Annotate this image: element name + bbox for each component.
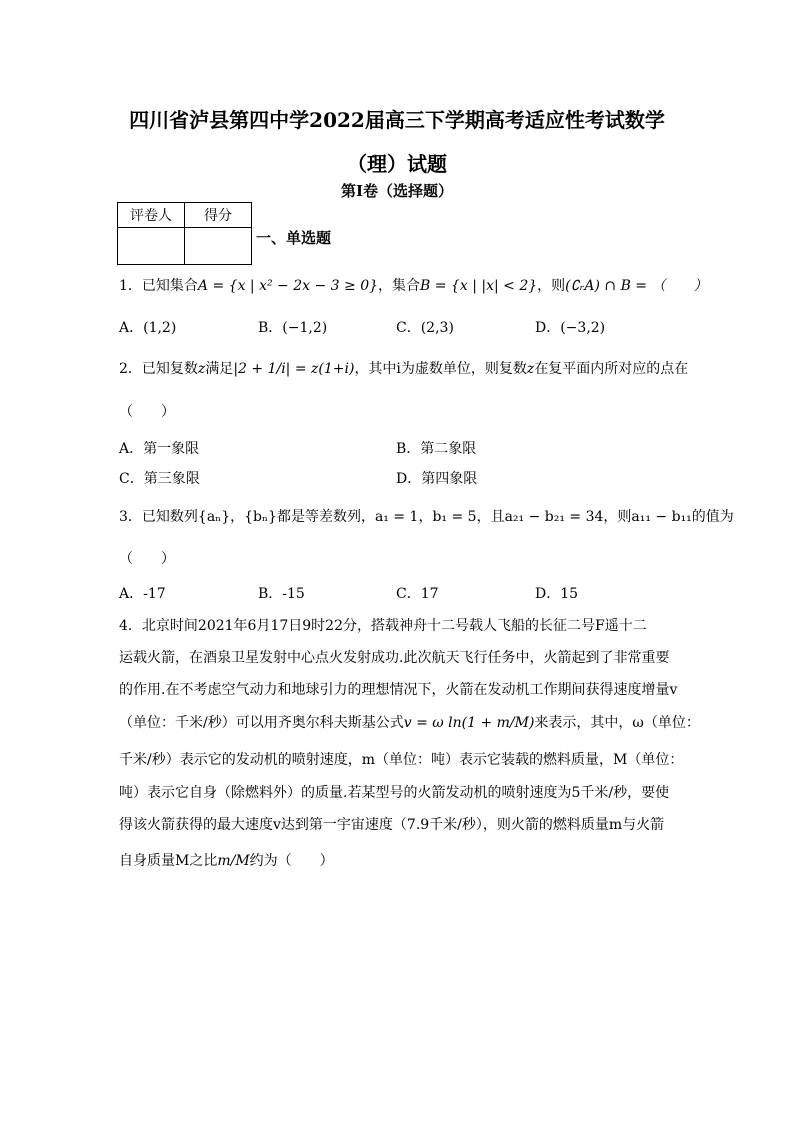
q2-answer-paren: （ ） xyxy=(119,404,175,420)
q4-line-8 xyxy=(119,851,334,871)
q1-option-c: C．(2,3) xyxy=(396,320,454,336)
q2-var-z2: z xyxy=(526,361,535,377)
score-cell xyxy=(185,228,252,265)
volume-heading: 第I卷（选择题） xyxy=(340,182,454,200)
question-2 xyxy=(119,359,688,379)
q4-formula: v = ω ln(1 + m/M) xyxy=(403,715,535,731)
q1-text-1: 1．已知集合 xyxy=(119,278,198,294)
q2-text-2: 满足 xyxy=(205,361,234,377)
exam-title-line1: 四川省泸县第四中学2022届高三下学期高考适应性考试数学 xyxy=(129,108,665,132)
q1-text-2: ，集合 xyxy=(378,278,421,294)
q2-equation: |2 + 1/i| = z(1+i) xyxy=(233,361,355,377)
q1-set-a: A = {x | x² − 2x − 3 ≥ 0} xyxy=(197,278,379,294)
q1-text-3: ，则 xyxy=(537,278,566,294)
q4-line-4 xyxy=(119,713,700,733)
exam-title-line2: （理）试题 xyxy=(347,152,447,176)
q2-var-z: z xyxy=(197,361,206,377)
q2-option-d: D．第四象限 xyxy=(396,471,478,487)
q4-line-6: 吨）表示它自身（除燃料外）的质量.若某型号的火箭发动机的喷射速度为5千米/秒，要使 xyxy=(119,785,670,801)
q4-line-3: 的作用.在不考虑空气动力和地球引力的理想情况下，火箭在发动机工作期间获得速度增量v xyxy=(119,682,678,698)
grader-header: 评卷人 xyxy=(118,203,185,228)
q4-line-8-text-b: 约为（ ） xyxy=(249,853,334,869)
q4-line-4-text-b: 来表示，其中，ω（单位： xyxy=(534,715,700,731)
q2-text-1: 2．已知复数 xyxy=(119,361,198,377)
grader-cell xyxy=(118,228,185,265)
q1-option-b: B．(−1,2) xyxy=(258,320,328,336)
q3-option-c: C．17 xyxy=(396,586,439,602)
q1-option-a: A．(1,2) xyxy=(119,320,177,336)
q3-option-d: D．15 xyxy=(535,586,579,602)
score-header: 得分 xyxy=(185,203,252,228)
q3-option-b: B．-15 xyxy=(258,586,305,602)
q4-line-1: 4．北京时间2021年6月17日9时22分，搭载神舟十二号载人飞船的长征二号F遥十二 xyxy=(119,618,647,634)
section-heading: 一、单选题 xyxy=(256,229,332,247)
q2-option-c: C．第三象限 xyxy=(119,471,200,487)
q2-option-a: A．第一象限 xyxy=(119,441,200,457)
q4-line-2: 运载火箭，在酒泉卫星发射中心点火发射成功.此次航天飞行任务中，火箭起到了非常重要 xyxy=(119,650,670,666)
q1-set-b: B = {x | |x| < 2} xyxy=(420,278,538,294)
q3-option-a: A．-17 xyxy=(119,586,166,602)
q2-text-4: 在复平面内所对应的点在 xyxy=(534,361,689,377)
q1-option-d: D．(−3,2) xyxy=(535,320,606,336)
q4-line-8-text-a: 自身质量M之比 xyxy=(119,853,218,869)
question-3: 3．已知数列{aₙ}，{bₙ}都是等差数列，a₁ = 1，b₁ = 5，且a₂₁ − b₂₁ = 34，则a₁₁ − b₁₁的值为 xyxy=(119,509,734,525)
score-table xyxy=(117,202,252,265)
q4-line-4-text-a: （单位：千米/秒）可以用齐奥尔科夫斯基公式 xyxy=(119,715,404,731)
q3-answer-paren: （ ） xyxy=(119,551,175,567)
q4-ratio: m/M xyxy=(217,853,250,869)
question-1 xyxy=(119,276,708,296)
q4-line-7: 得该火箭获得的最大速度v达到第一宇宙速度（7.9千米/秒），则火箭的燃料质量m与火箭 xyxy=(119,817,665,833)
q2-text-3: ，其中i为虚数单位，则复数 xyxy=(354,361,527,377)
q2-option-b: B．第二象限 xyxy=(396,441,477,457)
q4-line-5: 千米/秒）表示它的发动机的喷射速度，m（单位：吨）表示它装载的燃料质量，M（单位： xyxy=(119,752,684,768)
q1-expression: (∁ᵣA) ∩ B = （ ） xyxy=(565,278,708,294)
